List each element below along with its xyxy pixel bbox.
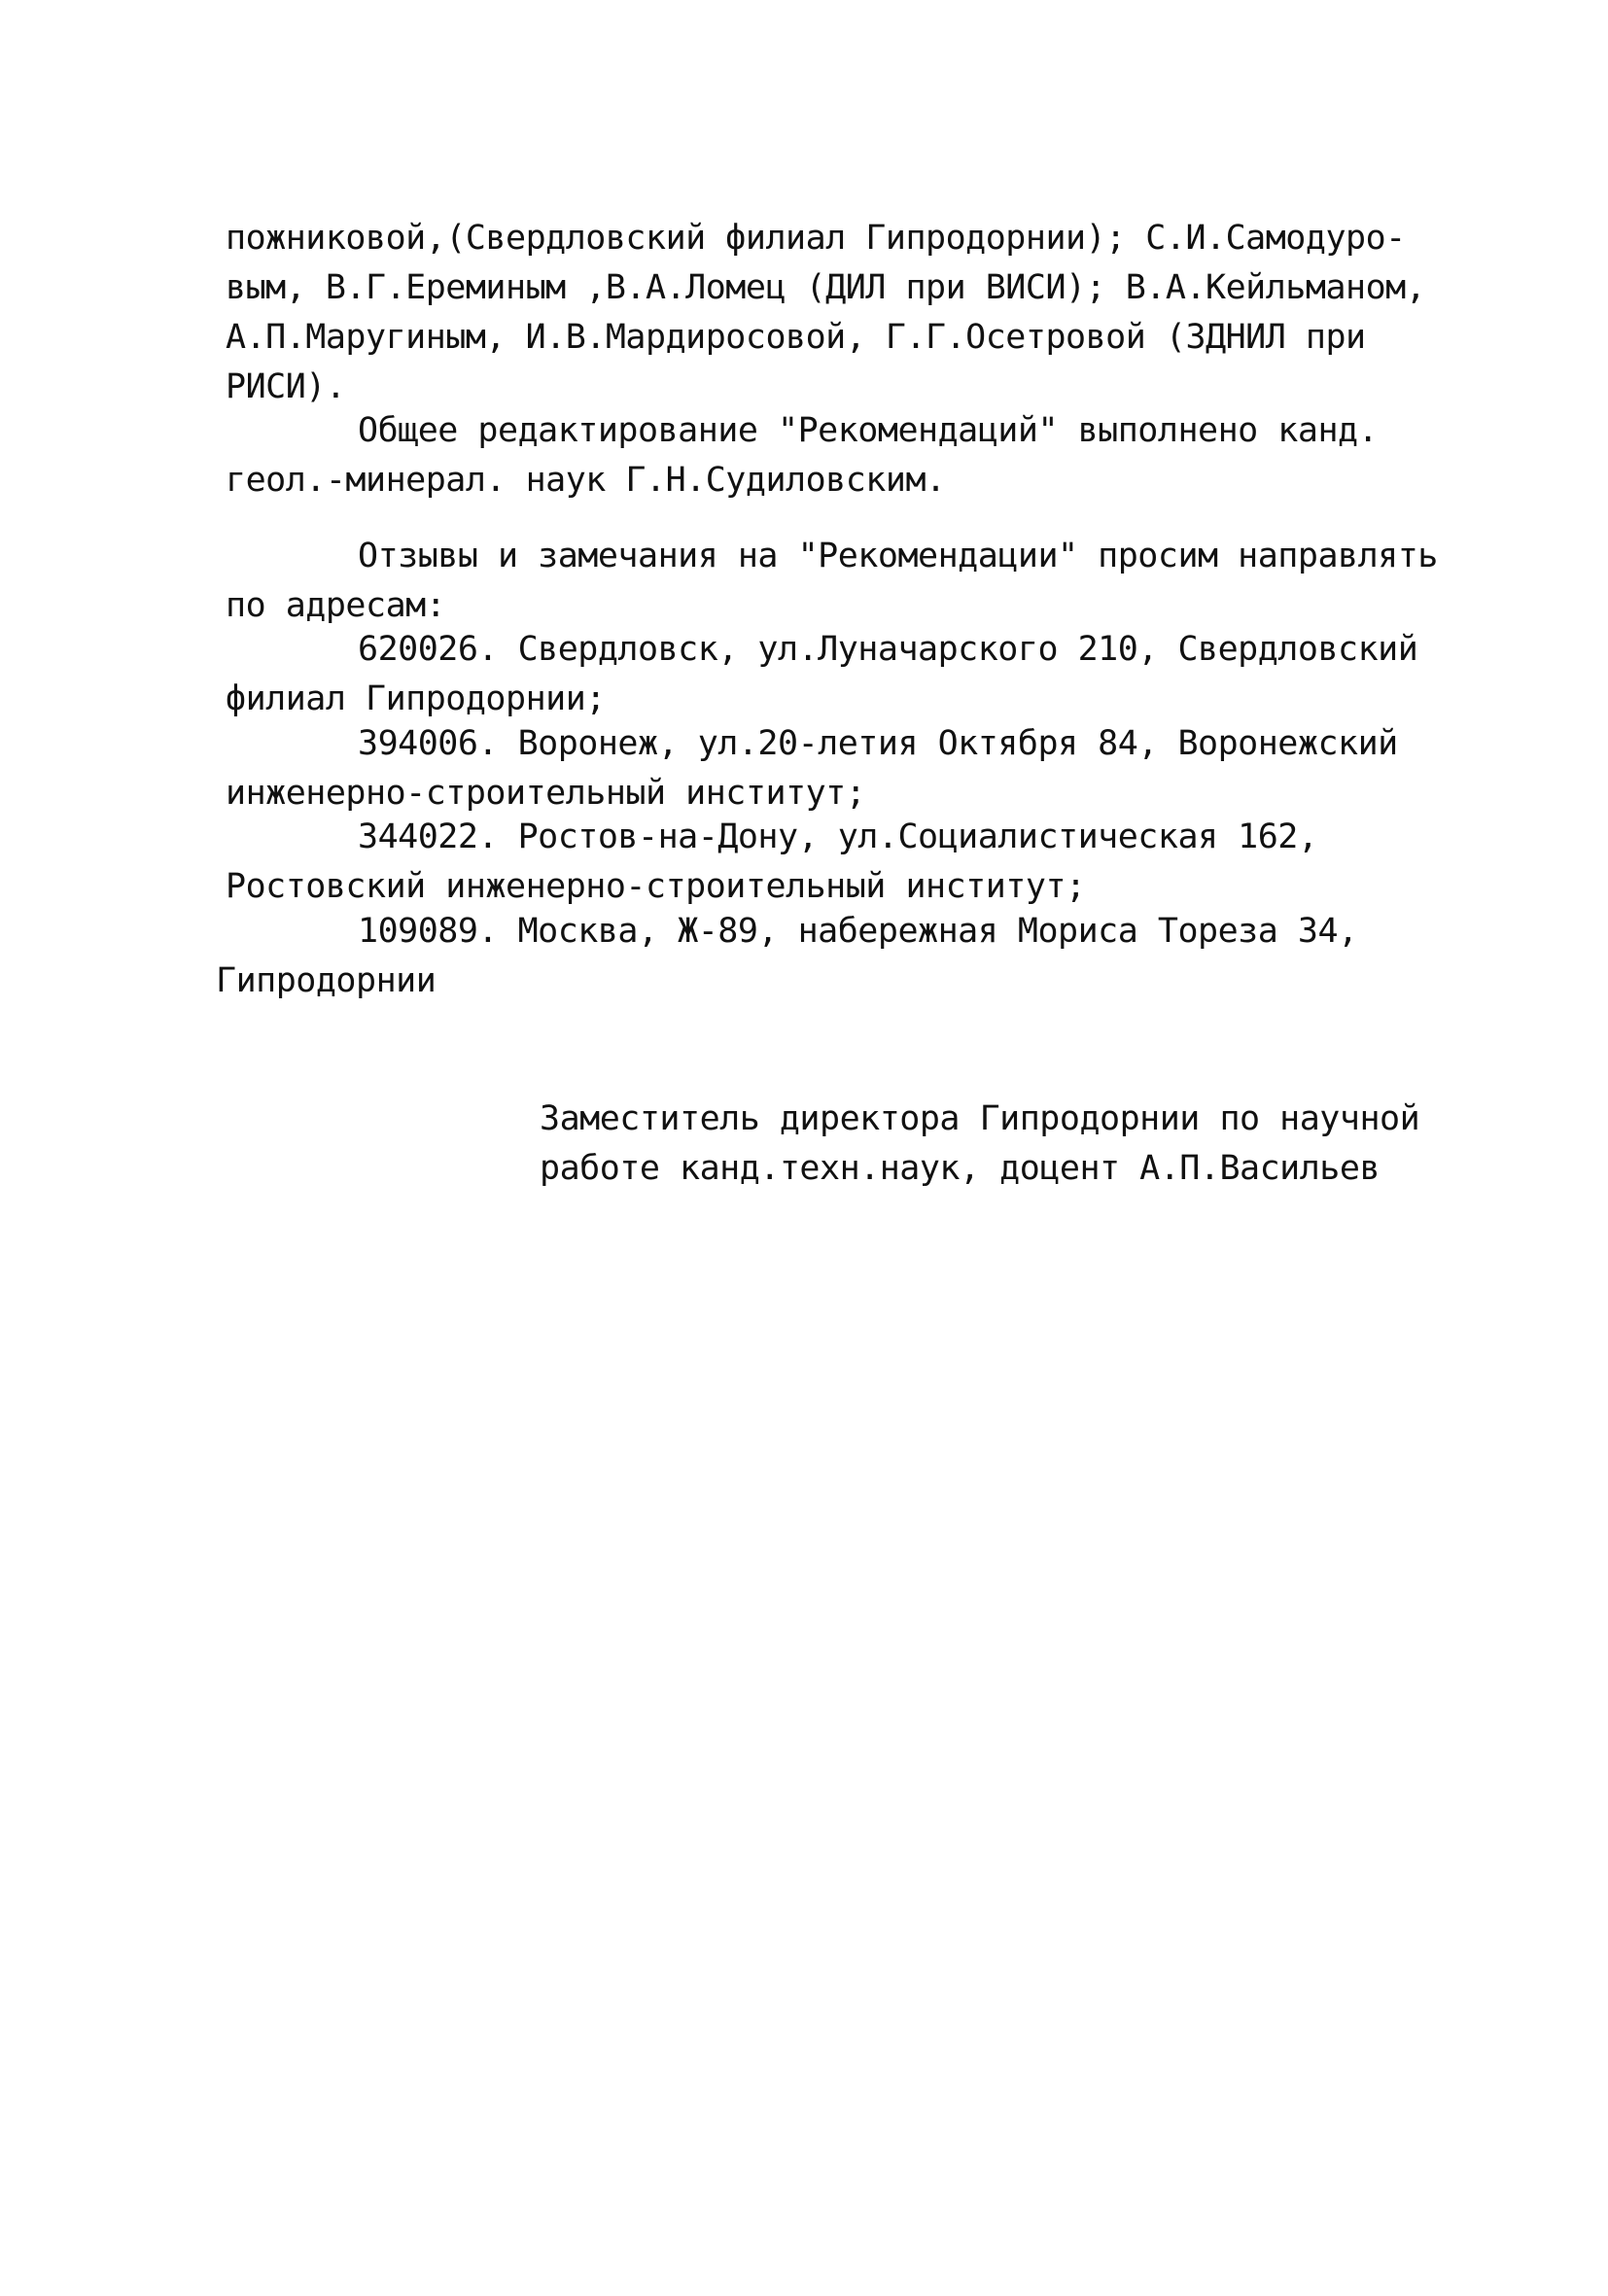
contributors-line-3: А.П.Маругиным, И.В.Мардиросовой, Г.Г.Осетровой (ЗДНИЛ при [226,318,1366,357]
contributors-line-2: вым, В.Г.Ереминым ,В.А.Ломец (ДИЛ при ВИСИ); В.А.Кейльманом, [226,268,1426,307]
address-1-line-1: 620026. Свердловск, ул.Луначарского 210, Свердловский [358,630,1418,669]
feedback-intro-line-1: Отзывы и замечания на "Рекомендации" просим направлять [358,537,1438,575]
contributors-line-4: РИСИ). [226,367,346,406]
editing-line-2: геол.-минерал. наук Г.Н.Судиловским. [226,461,946,500]
contributors-line-1: пожниковой,(Свердловский филиал Гипродорнии); С.И.Самодуро- [226,219,1406,258]
feedback-intro-line-2: по адресам: [226,586,446,625]
editing-line-1: Общее редактирование "Рекомендаций" выполнено канд. [358,411,1379,450]
signature-line-1: Заместитель директора Гипродорнии по научной [540,1099,1420,1138]
address-2-line-2: инженерно-строительный институт; [226,774,866,813]
signature-line-2: работе канд.техн.наук, доцент А.П.Васильев [540,1149,1381,1188]
address-4-line-1: 109089. Москва, Ж-89, набережная Мориса Тореза 34, [358,912,1358,951]
address-4-line-2: Гипродорнии [216,961,437,1000]
address-3-line-1: 344022. Ростов-на-Дону, ул.Социалистическая 162, [358,818,1318,856]
address-2-line-1: 394006. Воронеж, ул.20-летия Октября 84, Воронежский [358,724,1398,763]
address-3-line-2: Ростовский инженерно-строительный институт; [226,867,1086,906]
address-1-line-2: филиал Гипродорнии; [226,679,606,718]
